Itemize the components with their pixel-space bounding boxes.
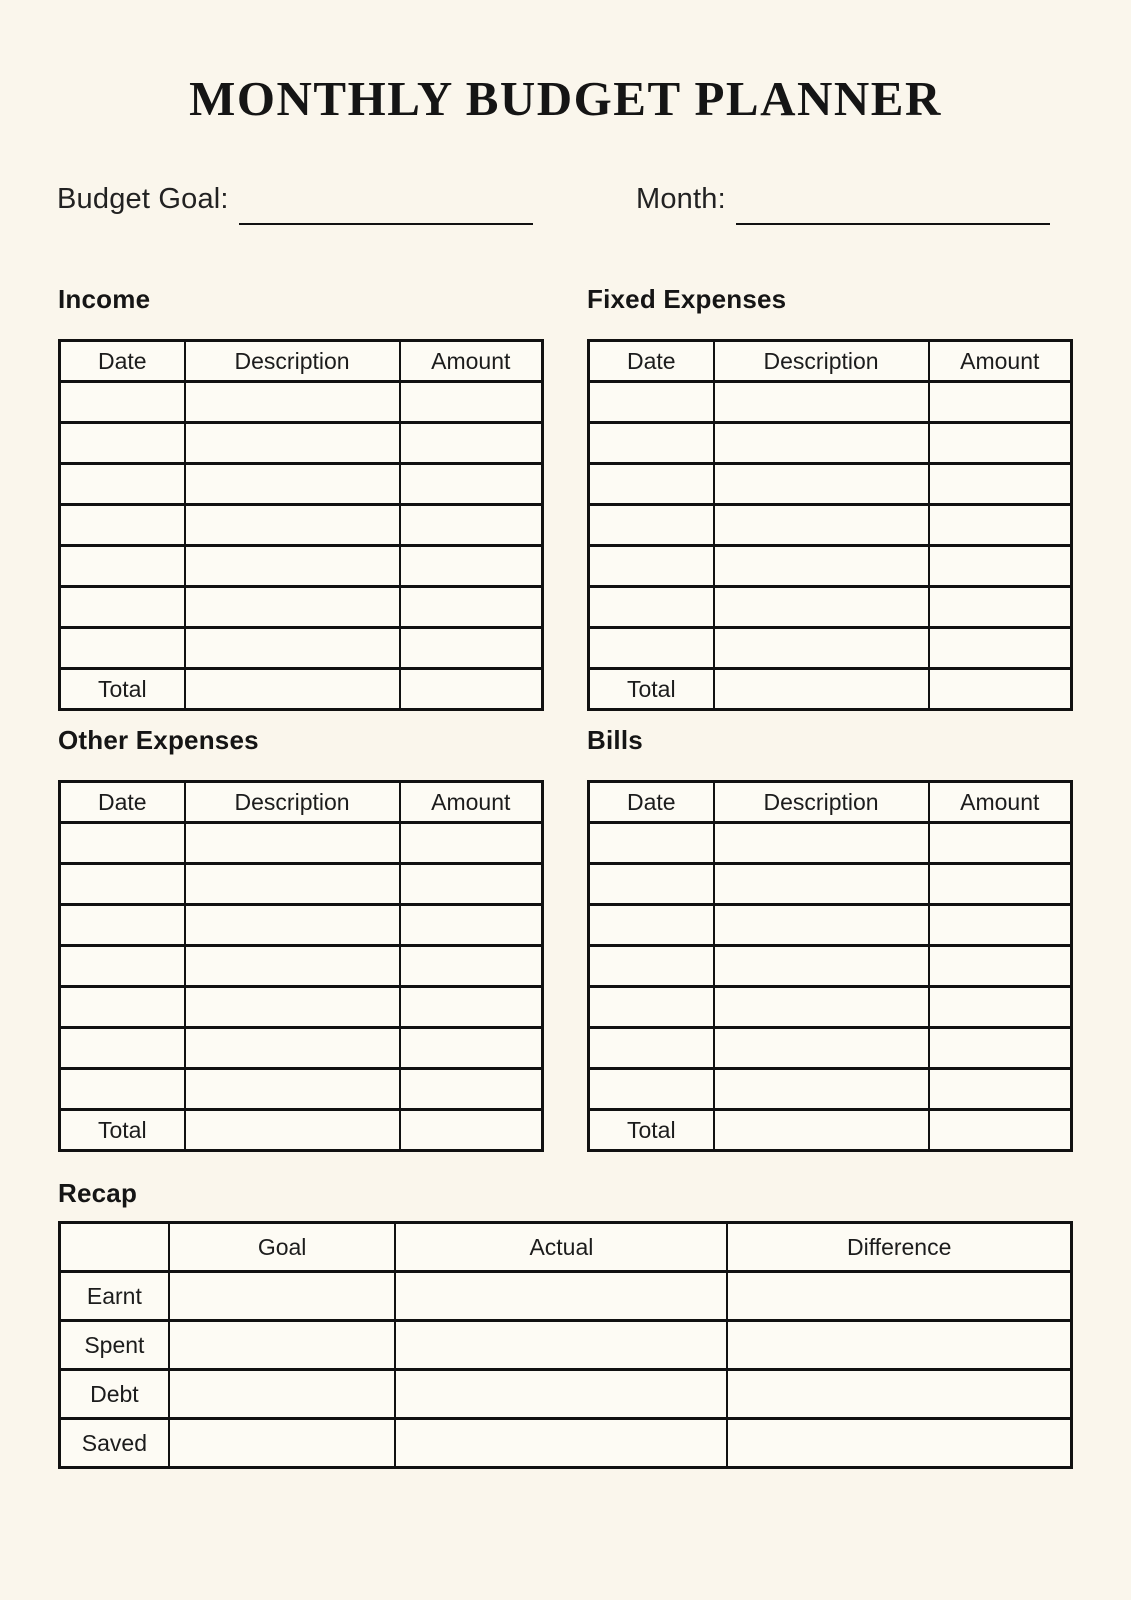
other-expenses-header-row bbox=[60, 782, 543, 823]
income-total-amount-cell[interactable] bbox=[400, 669, 543, 710]
bills-row bbox=[589, 823, 1072, 864]
fixed-expenses-description-cell[interactable] bbox=[714, 587, 929, 628]
month-label: Month: bbox=[636, 183, 726, 215]
bills-row bbox=[589, 905, 1072, 946]
bills-total-description-cell[interactable] bbox=[714, 1110, 929, 1151]
other-expenses-column-header-description: Description bbox=[185, 782, 400, 823]
recap-row-label: Spent bbox=[60, 1321, 169, 1370]
recap-goal-cell[interactable] bbox=[169, 1272, 396, 1321]
fixed-expenses-total-amount-cell[interactable] bbox=[929, 669, 1072, 710]
bills-row bbox=[589, 1028, 1072, 1069]
fixed-expenses-total-description-cell[interactable] bbox=[714, 669, 929, 710]
bills-row bbox=[589, 1069, 1072, 1110]
income-date-cell[interactable] bbox=[60, 423, 185, 464]
fixed-expenses-description-cell[interactable] bbox=[714, 628, 929, 669]
bills-date-cell[interactable] bbox=[589, 987, 714, 1028]
income-total-description-cell[interactable] bbox=[185, 669, 400, 710]
recap-actual-cell[interactable] bbox=[395, 1272, 727, 1321]
bills-description-cell[interactable] bbox=[714, 987, 929, 1028]
fixed-expenses-row bbox=[589, 505, 1072, 546]
income-column-header-description: Description bbox=[185, 341, 400, 382]
other-expenses-row bbox=[60, 987, 543, 1028]
other-expenses-row bbox=[60, 905, 543, 946]
recap-difference-cell[interactable] bbox=[727, 1321, 1071, 1370]
income-section bbox=[58, 284, 544, 711]
recap-column-header-difference: Difference bbox=[727, 1223, 1071, 1272]
other-expenses-total-label: Total bbox=[60, 1110, 185, 1151]
bills-total-row bbox=[589, 1110, 1072, 1151]
fixed-expenses-description-cell[interactable] bbox=[714, 382, 929, 423]
bills-amount-cell[interactable] bbox=[929, 1069, 1072, 1110]
bills-description-cell[interactable] bbox=[714, 905, 929, 946]
income-date-cell[interactable] bbox=[60, 546, 185, 587]
fixed-expenses-amount-cell[interactable] bbox=[929, 546, 1072, 587]
income-table bbox=[58, 339, 544, 711]
fixed-expenses-date-cell[interactable] bbox=[589, 423, 714, 464]
recap-goal-cell[interactable] bbox=[169, 1419, 396, 1468]
recap-row-earnt bbox=[60, 1272, 1072, 1321]
recap-row-spent bbox=[60, 1321, 1072, 1370]
income-description-cell[interactable] bbox=[185, 546, 400, 587]
other-expenses-description-cell[interactable] bbox=[185, 864, 400, 905]
income-amount-cell[interactable] bbox=[400, 382, 543, 423]
bills-column-header-description: Description bbox=[714, 782, 929, 823]
fixed-expenses-date-cell[interactable] bbox=[589, 382, 714, 423]
fixed-expenses-amount-cell[interactable] bbox=[929, 423, 1072, 464]
bills-description-cell[interactable] bbox=[714, 946, 929, 987]
fixed-expenses-column-header-date: Date bbox=[589, 341, 714, 382]
bills-total-amount-cell[interactable] bbox=[929, 1110, 1072, 1151]
recap-row-saved bbox=[60, 1419, 1072, 1468]
other-expenses-heading: Other Expenses bbox=[58, 725, 259, 755]
fixed-expenses-heading: Fixed Expenses bbox=[587, 284, 787, 314]
income-description-cell[interactable] bbox=[185, 628, 400, 669]
fixed-expenses-amount-cell[interactable] bbox=[929, 628, 1072, 669]
other-expenses-description-cell[interactable] bbox=[185, 905, 400, 946]
other-expenses-table bbox=[58, 780, 544, 1152]
recap-row-label: Saved bbox=[60, 1419, 169, 1468]
other-expenses-amount-cell[interactable] bbox=[400, 1069, 543, 1110]
page-title: MONTHLY BUDGET PLANNER bbox=[189, 71, 942, 126]
other-expenses-amount-cell[interactable] bbox=[400, 946, 543, 987]
income-row bbox=[60, 546, 543, 587]
recap-header-row bbox=[60, 1223, 1072, 1272]
fixed-expenses-header-row bbox=[589, 341, 1072, 382]
other-expenses-amount-cell[interactable] bbox=[400, 905, 543, 946]
income-amount-cell[interactable] bbox=[400, 587, 543, 628]
other-expenses-amount-cell[interactable] bbox=[400, 987, 543, 1028]
income-row bbox=[60, 382, 543, 423]
bills-amount-cell[interactable] bbox=[929, 864, 1072, 905]
other-expenses-description-cell[interactable] bbox=[185, 946, 400, 987]
bills-date-cell[interactable] bbox=[589, 864, 714, 905]
fixed-expenses-column-header-description: Description bbox=[714, 341, 929, 382]
other-expenses-total-description-cell[interactable] bbox=[185, 1110, 400, 1151]
recap-difference-cell[interactable] bbox=[727, 1419, 1071, 1468]
other-expenses-row bbox=[60, 1028, 543, 1069]
bills-row bbox=[589, 987, 1072, 1028]
recap-column-header-goal: Goal bbox=[169, 1223, 396, 1272]
tables-grid-bottom bbox=[0, 725, 1131, 1152]
income-amount-cell[interactable] bbox=[400, 423, 543, 464]
bills-heading: Bills bbox=[587, 725, 643, 755]
income-header-row bbox=[60, 341, 543, 382]
other-expenses-date-cell[interactable] bbox=[60, 905, 185, 946]
income-description-cell[interactable] bbox=[185, 382, 400, 423]
recap-difference-cell[interactable] bbox=[727, 1370, 1071, 1419]
income-amount-cell[interactable] bbox=[400, 464, 543, 505]
fixed-expenses-row bbox=[589, 382, 1072, 423]
recap-actual-cell[interactable] bbox=[395, 1321, 727, 1370]
bills-description-cell[interactable] bbox=[714, 864, 929, 905]
income-row bbox=[60, 423, 543, 464]
income-total-row bbox=[60, 669, 543, 710]
income-row bbox=[60, 587, 543, 628]
other-expenses-total-row bbox=[60, 1110, 543, 1151]
bills-row bbox=[589, 946, 1072, 987]
recap-section bbox=[0, 1178, 1131, 1469]
bills-amount-cell[interactable] bbox=[929, 987, 1072, 1028]
recap-row-label: Debt bbox=[60, 1370, 169, 1419]
bills-amount-cell[interactable] bbox=[929, 905, 1072, 946]
income-amount-cell[interactable] bbox=[400, 505, 543, 546]
bills-column-header-date: Date bbox=[589, 782, 714, 823]
fixed-expenses-date-cell[interactable] bbox=[589, 628, 714, 669]
bills-column-header-amount: Amount bbox=[929, 782, 1072, 823]
other-expenses-row bbox=[60, 823, 543, 864]
recap-row-label: Earnt bbox=[60, 1272, 169, 1321]
other-expenses-amount-cell[interactable] bbox=[400, 823, 543, 864]
recap-row-debt bbox=[60, 1370, 1072, 1419]
bills-header-row bbox=[589, 782, 1072, 823]
fixed-expenses-description-cell[interactable] bbox=[714, 505, 929, 546]
bills-section bbox=[587, 725, 1073, 1152]
other-expenses-row bbox=[60, 864, 543, 905]
income-date-cell[interactable] bbox=[60, 464, 185, 505]
other-expenses-date-cell[interactable] bbox=[60, 987, 185, 1028]
month-input[interactable] bbox=[736, 191, 1050, 225]
month-field bbox=[636, 183, 1050, 216]
fixed-expenses-row bbox=[589, 464, 1072, 505]
fixed-expenses-description-cell[interactable] bbox=[714, 546, 929, 587]
bills-amount-cell[interactable] bbox=[929, 823, 1072, 864]
fixed-expenses-date-cell[interactable] bbox=[589, 505, 714, 546]
other-expenses-row bbox=[60, 946, 543, 987]
fixed-expenses-table bbox=[587, 339, 1073, 711]
income-description-cell[interactable] bbox=[185, 423, 400, 464]
fixed-expenses-row bbox=[589, 546, 1072, 587]
recap-table bbox=[58, 1221, 1073, 1469]
other-expenses-column-header-date: Date bbox=[60, 782, 185, 823]
other-expenses-description-cell[interactable] bbox=[185, 1028, 400, 1069]
income-row bbox=[60, 628, 543, 669]
fixed-expenses-date-cell[interactable] bbox=[589, 546, 714, 587]
other-expenses-date-cell[interactable] bbox=[60, 1069, 185, 1110]
income-description-cell[interactable] bbox=[185, 587, 400, 628]
recap-actual-cell[interactable] bbox=[395, 1370, 727, 1419]
bills-date-cell[interactable] bbox=[589, 1069, 714, 1110]
recap-column-header-blank bbox=[60, 1223, 169, 1272]
income-column-header-amount: Amount bbox=[400, 341, 543, 382]
bills-amount-cell[interactable] bbox=[929, 946, 1072, 987]
bills-table bbox=[587, 780, 1073, 1152]
fields-row bbox=[0, 183, 1131, 216]
income-column-header-date: Date bbox=[60, 341, 185, 382]
fixed-expenses-amount-cell[interactable] bbox=[929, 505, 1072, 546]
recap-actual-cell[interactable] bbox=[395, 1419, 727, 1468]
fixed-expenses-row bbox=[589, 628, 1072, 669]
fixed-expenses-row bbox=[589, 587, 1072, 628]
budget-goal-label: Budget Goal: bbox=[57, 183, 229, 215]
other-expenses-date-cell[interactable] bbox=[60, 946, 185, 987]
bills-description-cell[interactable] bbox=[714, 1028, 929, 1069]
income-heading: Income bbox=[58, 284, 151, 314]
fixed-expenses-total-row bbox=[589, 669, 1072, 710]
bills-date-cell[interactable] bbox=[589, 905, 714, 946]
recap-heading: Recap bbox=[58, 1178, 138, 1208]
other-expenses-date-cell[interactable] bbox=[60, 864, 185, 905]
income-date-cell[interactable] bbox=[60, 628, 185, 669]
other-expenses-date-cell[interactable] bbox=[60, 823, 185, 864]
fixed-expenses-amount-cell[interactable] bbox=[929, 464, 1072, 505]
other-expenses-total-amount-cell[interactable] bbox=[400, 1110, 543, 1151]
bills-date-cell[interactable] bbox=[589, 823, 714, 864]
other-expenses-description-cell[interactable] bbox=[185, 987, 400, 1028]
income-amount-cell[interactable] bbox=[400, 546, 543, 587]
other-expenses-description-cell[interactable] bbox=[185, 1069, 400, 1110]
fixed-expenses-date-cell[interactable] bbox=[589, 464, 714, 505]
recap-difference-cell[interactable] bbox=[727, 1272, 1071, 1321]
other-expenses-amount-cell[interactable] bbox=[400, 864, 543, 905]
other-expenses-column-header-amount: Amount bbox=[400, 782, 543, 823]
fixed-expenses-column-header-amount: Amount bbox=[929, 341, 1072, 382]
other-expenses-section bbox=[58, 725, 544, 1152]
other-expenses-row bbox=[60, 1069, 543, 1110]
fixed-expenses-row bbox=[589, 423, 1072, 464]
fixed-expenses-amount-cell[interactable] bbox=[929, 382, 1072, 423]
budget-goal-field bbox=[57, 183, 533, 216]
fixed-expenses-date-cell[interactable] bbox=[589, 587, 714, 628]
fixed-expenses-amount-cell[interactable] bbox=[929, 587, 1072, 628]
income-total-label: Total bbox=[60, 669, 185, 710]
recap-goal-cell[interactable] bbox=[169, 1370, 396, 1419]
income-description-cell[interactable] bbox=[185, 505, 400, 546]
income-row bbox=[60, 464, 543, 505]
other-expenses-amount-cell[interactable] bbox=[400, 1028, 543, 1069]
fixed-expenses-total-label: Total bbox=[589, 669, 714, 710]
income-date-cell[interactable] bbox=[60, 382, 185, 423]
tables-grid-top bbox=[0, 284, 1131, 711]
fixed-expenses-section bbox=[587, 284, 1073, 711]
recap-goal-cell[interactable] bbox=[169, 1321, 396, 1370]
income-description-cell[interactable] bbox=[185, 464, 400, 505]
bills-description-cell[interactable] bbox=[714, 823, 929, 864]
bills-total-label: Total bbox=[589, 1110, 714, 1151]
bills-description-cell[interactable] bbox=[714, 1069, 929, 1110]
income-date-cell[interactable] bbox=[60, 505, 185, 546]
bills-date-cell[interactable] bbox=[589, 946, 714, 987]
fixed-expenses-description-cell[interactable] bbox=[714, 464, 929, 505]
recap-column-header-actual: Actual bbox=[395, 1223, 727, 1272]
budget-goal-input[interactable] bbox=[239, 191, 533, 225]
income-amount-cell[interactable] bbox=[400, 628, 543, 669]
income-date-cell[interactable] bbox=[60, 587, 185, 628]
other-expenses-date-cell[interactable] bbox=[60, 1028, 185, 1069]
bills-row bbox=[589, 864, 1072, 905]
other-expenses-description-cell[interactable] bbox=[185, 823, 400, 864]
bills-date-cell[interactable] bbox=[589, 1028, 714, 1069]
income-row bbox=[60, 505, 543, 546]
bills-amount-cell[interactable] bbox=[929, 1028, 1072, 1069]
fixed-expenses-description-cell[interactable] bbox=[714, 423, 929, 464]
